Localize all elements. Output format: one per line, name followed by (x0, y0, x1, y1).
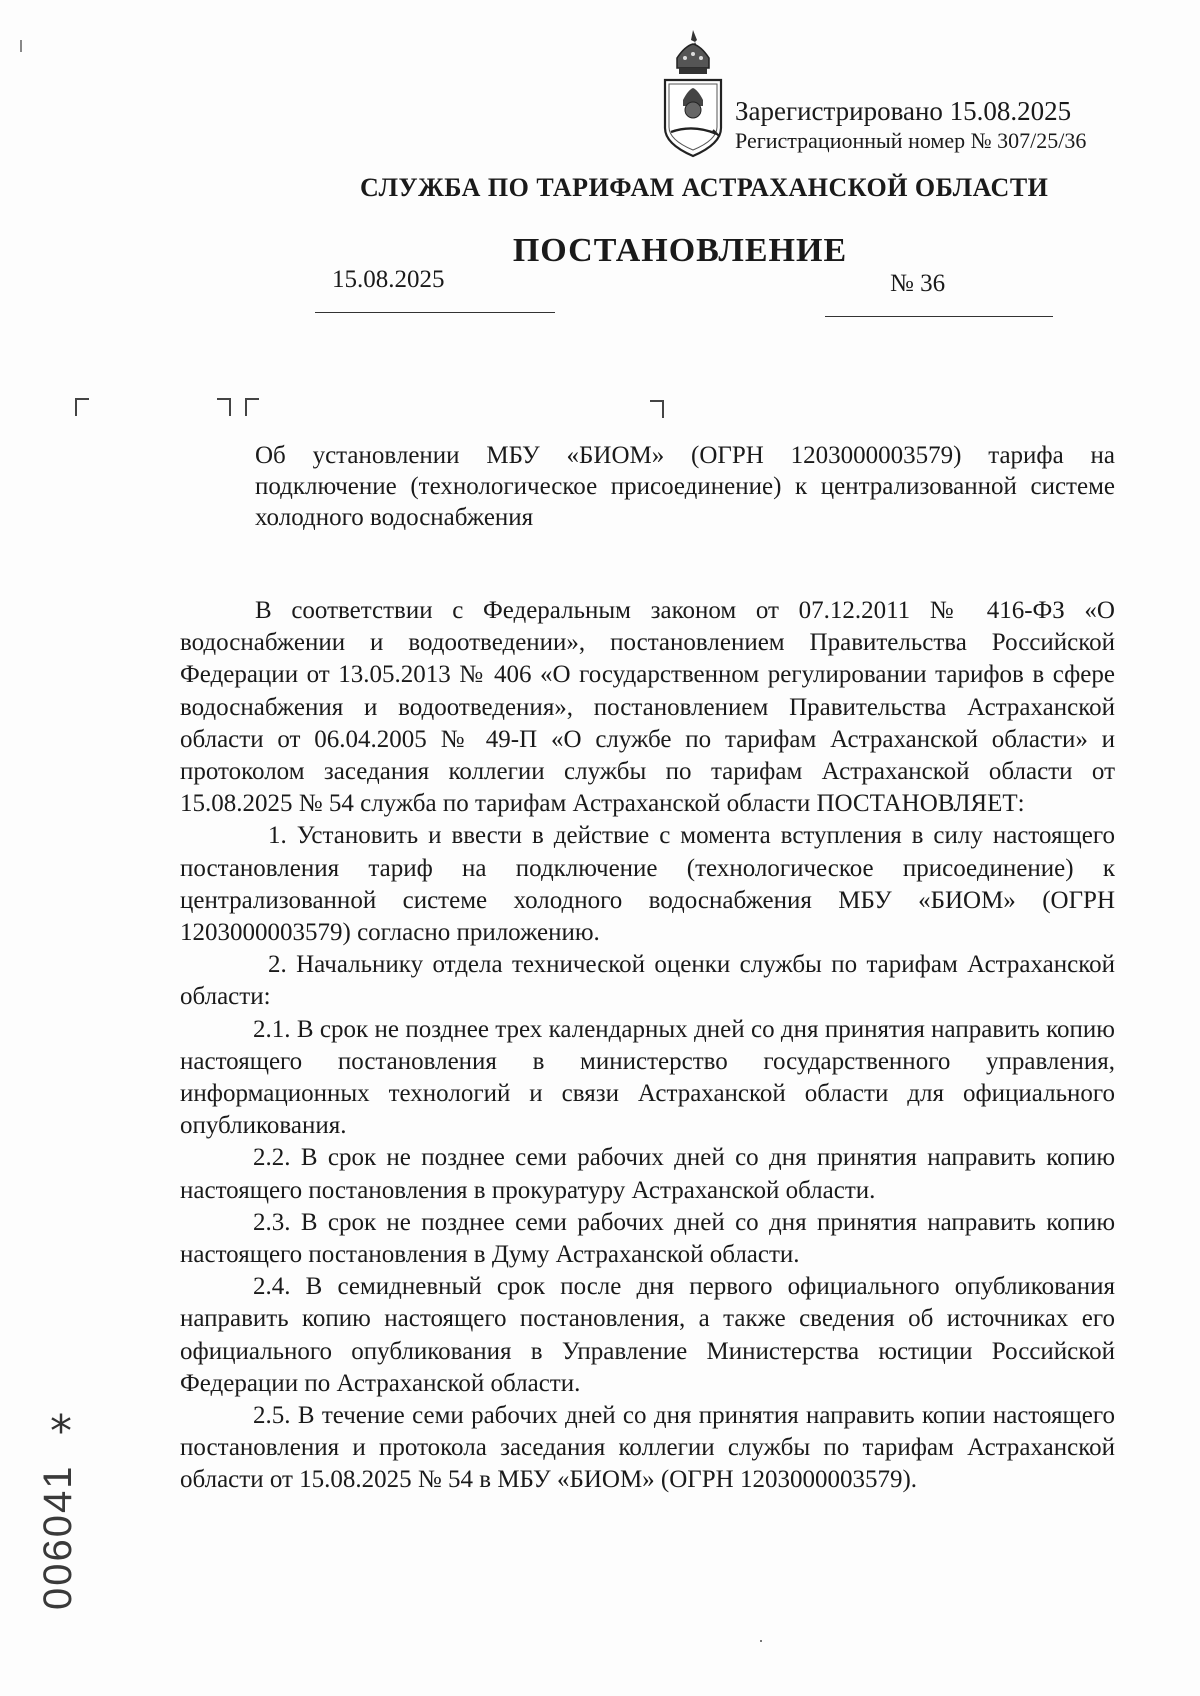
clause-2: 2. Начальнику отдела технической оценки службы по тарифам Астраханской области: (180, 951, 1115, 1011)
document-number: № 36 (890, 270, 946, 297)
corner-mark-subject-close (650, 400, 664, 418)
corner-mark-subject-open (245, 398, 259, 416)
registration-stamp (735, 95, 1135, 155)
margin-serial-number: 006041 (36, 1464, 80, 1610)
document-body (180, 595, 1115, 1497)
registration-number: Регистрационный номер № 307/25/36 (735, 128, 1087, 153)
document-type-title: ПОСТАНОВЛЕНИЕ (512, 232, 848, 269)
scan-edge-mark (20, 40, 22, 52)
clause-2-4: 2.4. В семидневный срок после дня первого официального опубликования направить копию настоящего постановления, а также сведения об источниках его официального опубликования в Управление Министерства юстиции Российской Федерации по Астраханской области. (180, 1273, 1115, 1397)
date-underline (315, 312, 555, 313)
preamble-paragraph: В соответствии с Федеральным законом от 07.12.2011 № 416-ФЗ «О водоснабжении и водоотведении», постановлением Правительства Российской Федерации от 13.05.2013 № 406 «О государственном регулировании тарифов в сфере водоснабжения и водоотведения», постановлением Правительства Астраханской области от 06.04.2005 № 49-П «О службе по тарифам Астраханской области» и протоколом заседания коллегии службы по тарифам Астраханской области от 15.08.2025 № 54 служба по тарифам Астраханской области ПОСТАНОВЛЯЕТ: (180, 597, 1115, 818)
document-subject: Об установлении МБУ «БИОМ» (ОГРН 1203000003579) тарифа на подключение (технологическое присоединение) к централизованной системе холодного водоснабжения (255, 442, 1115, 531)
clause-2-1: 2.1. В срок не позднее трех календарных дней со дня принятия направить копию настоящего постановления в министерство государственного управления, информационных технологий и связи Астраханской области для официального опубликования. (180, 1015, 1115, 1140)
agency-name: СЛУЖБА ПО ТАРИФАМ АСТРАХАНСКОЙ ОБЛАСТИ (360, 173, 1049, 202)
clause-2-5: 2.5. В течение семи рабочих дней со дня принятия направить копии настоящего постановления и протокола заседания коллегии службы по тарифам Астраханской области от 15.08.2025 № 54 в МБУ «БИОМ» (ОГРН 1203000003579). (180, 1402, 1115, 1494)
number-underline (825, 316, 1053, 317)
corner-mark-left-outer (75, 398, 89, 416)
clause-1: 1. Установить и ввести в действие с момента вступления в силу настоящего постановления тариф на подключение (технологическое присоединение) к централизованной системе холодного водоснабжения МБУ «БИОМ» (ОГРН 1203000003579) согласно приложению. (180, 822, 1115, 947)
clause-2-2: 2.2. В срок не позднее семи рабочих дней со дня принятия направить копию настоящего постановления в прокуратуру Астраханской области. (180, 1144, 1115, 1204)
clause-2-3: 2.3. В срок не позднее семи рабочих дней со дня принятия направить копию настоящего постановления в Думу Астраханской области. (180, 1208, 1115, 1269)
document-date: 15.08.2025 (332, 266, 445, 293)
corner-mark-left-inner-close (217, 398, 231, 416)
registration-date: Зарегистрировано 15.08.2025 (735, 96, 1072, 126)
margin-star-mark: * (50, 1406, 72, 1457)
scan-dot (760, 1640, 762, 1642)
coat-of-arms-emblem (655, 28, 731, 160)
